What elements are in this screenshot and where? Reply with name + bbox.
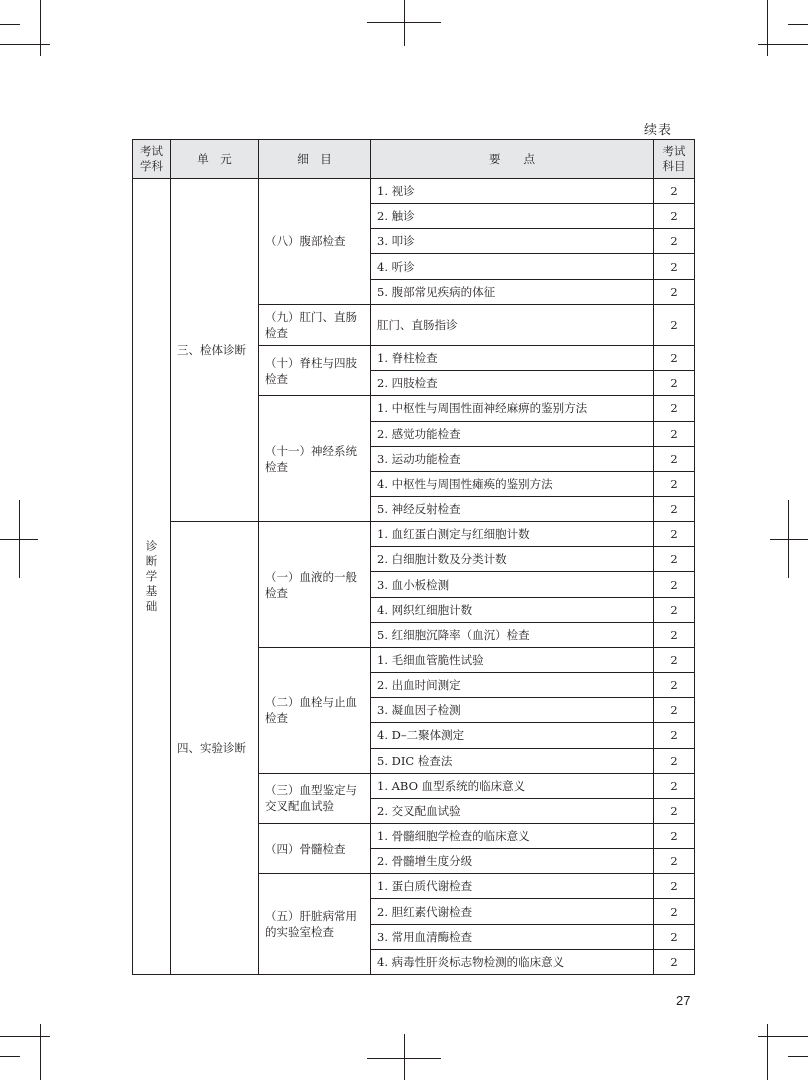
subject-cell: 诊断学基础 — [133, 179, 171, 975]
syllabus-table — [132, 139, 695, 975]
point-cell: 1. 蛋白质代谢检查 — [371, 874, 654, 899]
point-cell: 5. 红细胞沉降率（血沉）检查 — [371, 622, 654, 647]
point-cell: 3. 叩诊 — [371, 229, 654, 254]
score-cell: 2 — [654, 179, 695, 204]
point-cell: 1. 毛细血管脆性试验 — [371, 647, 654, 672]
point-cell: 4. 网织红细胞计数 — [371, 597, 654, 622]
item-liver: （五）肝脏病常用的实验室检查 — [259, 874, 371, 975]
score-cell: 2 — [654, 874, 695, 899]
score-cell: 2 — [654, 773, 695, 798]
score-cell: 2 — [654, 204, 695, 229]
score-cell: 2 — [654, 304, 695, 345]
point-cell: 5. DIC 检查法 — [371, 748, 654, 773]
item-thrombosis: （二）血栓与止血检查 — [259, 647, 371, 773]
point-cell: 1. 血红蛋白测定与红细胞计数 — [371, 522, 654, 547]
score-cell: 2 — [654, 371, 695, 396]
header-exam-subject: 考试科目 — [654, 140, 695, 179]
point-cell: 1. ABO 血型系统的临床意义 — [371, 773, 654, 798]
table-row — [133, 179, 695, 204]
score-cell: 2 — [654, 522, 695, 547]
score-cell: 2 — [654, 647, 695, 672]
score-cell: 2 — [654, 471, 695, 496]
score-cell: 2 — [654, 254, 695, 279]
score-cell: 2 — [654, 748, 695, 773]
point-cell: 1. 骨髓细胞学检查的临床意义 — [371, 824, 654, 849]
score-cell: 2 — [654, 597, 695, 622]
score-cell: 2 — [654, 673, 695, 698]
point-cell: 2. 感觉功能检查 — [371, 421, 654, 446]
point-cell: 4. 中枢性与周围性瘫痪的鉴别方法 — [371, 471, 654, 496]
page-number: 27 — [676, 993, 691, 1008]
header-item: 细 目 — [259, 140, 371, 179]
point-cell: 1. 视诊 — [371, 179, 654, 204]
header-points: 要 点 — [371, 140, 654, 179]
score-cell: 2 — [654, 949, 695, 974]
point-cell: 2. 交叉配血试验 — [371, 798, 654, 823]
score-cell: 2 — [654, 547, 695, 572]
item-bone-marrow: （四）骨髓检查 — [259, 824, 371, 874]
header-subject: 考试学科 — [133, 140, 171, 179]
point-cell: 3. 血小板检测 — [371, 572, 654, 597]
point-cell: 2. 胆红素代谢检查 — [371, 899, 654, 924]
score-cell: 2 — [654, 622, 695, 647]
header-unit: 单 元 — [171, 140, 259, 179]
score-cell: 2 — [654, 899, 695, 924]
point-cell: 3. 凝血因子检测 — [371, 698, 654, 723]
point-cell: 1. 中枢性与周围性面神经麻痹的鉴别方法 — [371, 396, 654, 421]
score-cell: 2 — [654, 421, 695, 446]
score-cell: 2 — [654, 496, 695, 521]
score-cell: 2 — [654, 723, 695, 748]
score-cell: 2 — [654, 346, 695, 371]
point-cell: 3. 常用血清酶检查 — [371, 924, 654, 949]
unit-physical-exam: 三、检体诊断 — [171, 179, 259, 522]
score-cell: 2 — [654, 924, 695, 949]
point-cell: 1. 脊柱检查 — [371, 346, 654, 371]
score-cell: 2 — [654, 229, 695, 254]
item-spine: （十）脊柱与四肢检查 — [259, 346, 371, 396]
score-cell: 2 — [654, 824, 695, 849]
score-cell: 2 — [654, 698, 695, 723]
item-abdomen: （八）腹部检查 — [259, 179, 371, 305]
point-cell: 2. 出血时间测定 — [371, 673, 654, 698]
point-cell: 5. 神经反射检查 — [371, 496, 654, 521]
score-cell: 2 — [654, 279, 695, 304]
item-anus: （九）肛门、直肠检查 — [259, 304, 371, 345]
table-row — [133, 522, 695, 547]
point-cell: 4. D–二聚体测定 — [371, 723, 654, 748]
score-cell: 2 — [654, 446, 695, 471]
point-cell: 3. 运动功能检查 — [371, 446, 654, 471]
point-cell: 2. 骨髓增生度分级 — [371, 849, 654, 874]
point-cell: 肛门、直肠指诊 — [371, 304, 654, 345]
score-cell: 2 — [654, 798, 695, 823]
score-cell: 2 — [654, 572, 695, 597]
point-cell: 4. 病毒性肝炎标志物检测的临床意义 — [371, 949, 654, 974]
item-blood-type: （三）血型鉴定与交叉配血试验 — [259, 773, 371, 823]
point-cell: 2. 触诊 — [371, 204, 654, 229]
score-cell: 2 — [654, 849, 695, 874]
score-cell: 2 — [654, 396, 695, 421]
point-cell: 2. 白细胞计数及分类计数 — [371, 547, 654, 572]
table-header-row — [133, 140, 695, 179]
point-cell: 4. 听诊 — [371, 254, 654, 279]
item-nervous: （十一）神经系统检查 — [259, 396, 371, 522]
point-cell: 5. 腹部常见疾病的体征 — [371, 279, 654, 304]
point-cell: 2. 四肢检查 — [371, 371, 654, 396]
continued-table-label: 续表 — [644, 123, 673, 138]
unit-lab-diagnosis: 四、实验诊断 — [171, 522, 259, 975]
item-blood: （一）血液的一般检查 — [259, 522, 371, 648]
